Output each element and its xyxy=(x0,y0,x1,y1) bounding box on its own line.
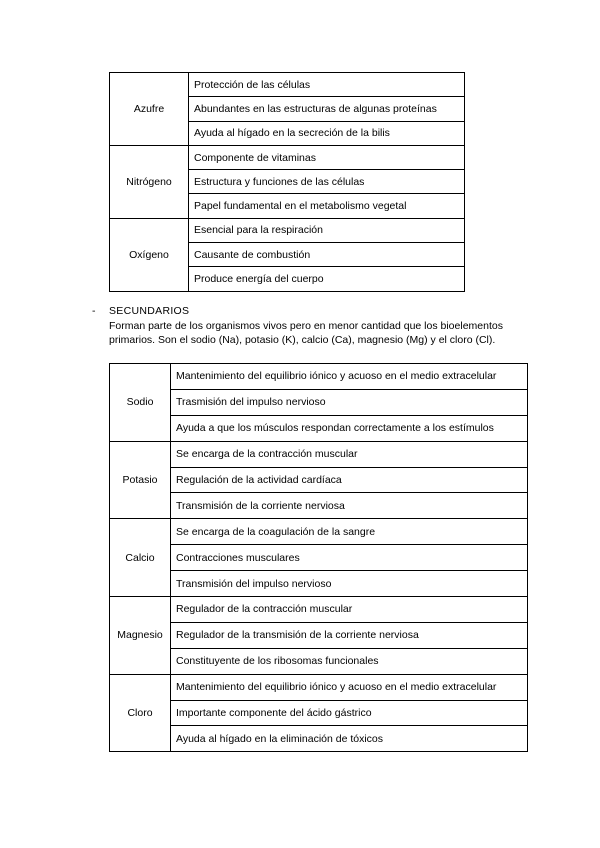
function-cell: Mantenimiento del equilibrio iónico y acuoso en el medio extracelular xyxy=(171,674,528,700)
table-row xyxy=(110,571,528,597)
function-cell: Esencial para la respiración xyxy=(189,218,465,242)
primary-elements-table xyxy=(109,72,465,292)
function-cell: Estructura y funciones de las células xyxy=(189,170,465,194)
table-row xyxy=(110,545,528,571)
function-cell: Regulador de la contracción muscular xyxy=(171,597,528,623)
table-row xyxy=(110,467,528,493)
function-cell: Causante de combustión xyxy=(189,243,465,267)
element-name-cell: Sodio xyxy=(110,364,171,442)
element-name-cell: Cloro xyxy=(110,674,171,752)
table-row xyxy=(110,674,528,700)
table-row xyxy=(110,726,528,752)
function-cell: Trasmisión del impulso nervioso xyxy=(171,389,528,415)
function-cell: Regulación de la actividad cardíaca xyxy=(171,467,528,493)
paragraph-line: primarios. Son el sodio (Na), potasio (K), calcio (Ca), magnesio (Mg) y el cloro (Cl). xyxy=(109,334,496,346)
function-cell: Se encarga de la coagulación de la sangre xyxy=(171,519,528,545)
function-cell: Transmisión del impulso nervioso xyxy=(171,571,528,597)
element-name-cell: Magnesio xyxy=(110,597,171,675)
function-cell: Ayuda a que los músculos respondan correctamente a los estímulos xyxy=(171,415,528,441)
table-row xyxy=(110,622,528,648)
function-cell: Papel fundamental en el metabolismo vegetal xyxy=(189,194,465,218)
table-row xyxy=(110,648,528,674)
function-cell: Mantenimiento del equilibrio iónico y acuoso en el medio extracelular xyxy=(171,364,528,390)
element-name-cell: Calcio xyxy=(110,519,171,597)
function-cell: Protección de las células xyxy=(189,73,465,97)
table-row xyxy=(110,441,528,467)
table-row xyxy=(110,73,465,97)
function-cell: Transmisión de la corriente nerviosa xyxy=(171,493,528,519)
element-name-cell: Nitrógeno xyxy=(110,145,189,218)
function-cell: Produce energía del cuerpo xyxy=(189,267,465,291)
table-row xyxy=(110,415,528,441)
paragraph-line: Forman parte de los organismos vivos pero en menor cantidad que los bioelementos xyxy=(109,320,503,332)
function-cell: Ayuda al hígado en la eliminación de tóxicos xyxy=(171,726,528,752)
element-name-cell: Azufre xyxy=(110,73,189,146)
function-cell: Abundantes en las estructuras de algunas proteínas xyxy=(189,97,465,121)
section-heading: SECUNDARIOS xyxy=(109,305,190,317)
function-cell: Regulador de la transmisión de la corriente nerviosa xyxy=(171,622,528,648)
table-row xyxy=(110,493,528,519)
function-cell: Ayuda al hígado en la secreción de la bilis xyxy=(189,121,465,145)
function-cell: Se encarga de la contracción muscular xyxy=(171,441,528,467)
function-cell: Componente de vitaminas xyxy=(189,145,465,169)
table-row xyxy=(110,700,528,726)
function-cell: Importante componente del ácido gástrico xyxy=(171,700,528,726)
function-cell: Constituyente de los ribosomas funcionales xyxy=(171,648,528,674)
element-name-cell: Potasio xyxy=(110,441,171,519)
list-bullet: - xyxy=(92,305,96,317)
table-row xyxy=(110,597,528,623)
table-row xyxy=(110,519,528,545)
secondary-elements-table xyxy=(109,363,528,752)
table-row xyxy=(110,389,528,415)
function-cell: Contracciones musculares xyxy=(171,545,528,571)
table-row xyxy=(110,145,465,169)
section-paragraph xyxy=(109,319,529,347)
table-row xyxy=(110,218,465,242)
table-row xyxy=(110,364,528,390)
element-name-cell: Oxígeno xyxy=(110,218,189,291)
